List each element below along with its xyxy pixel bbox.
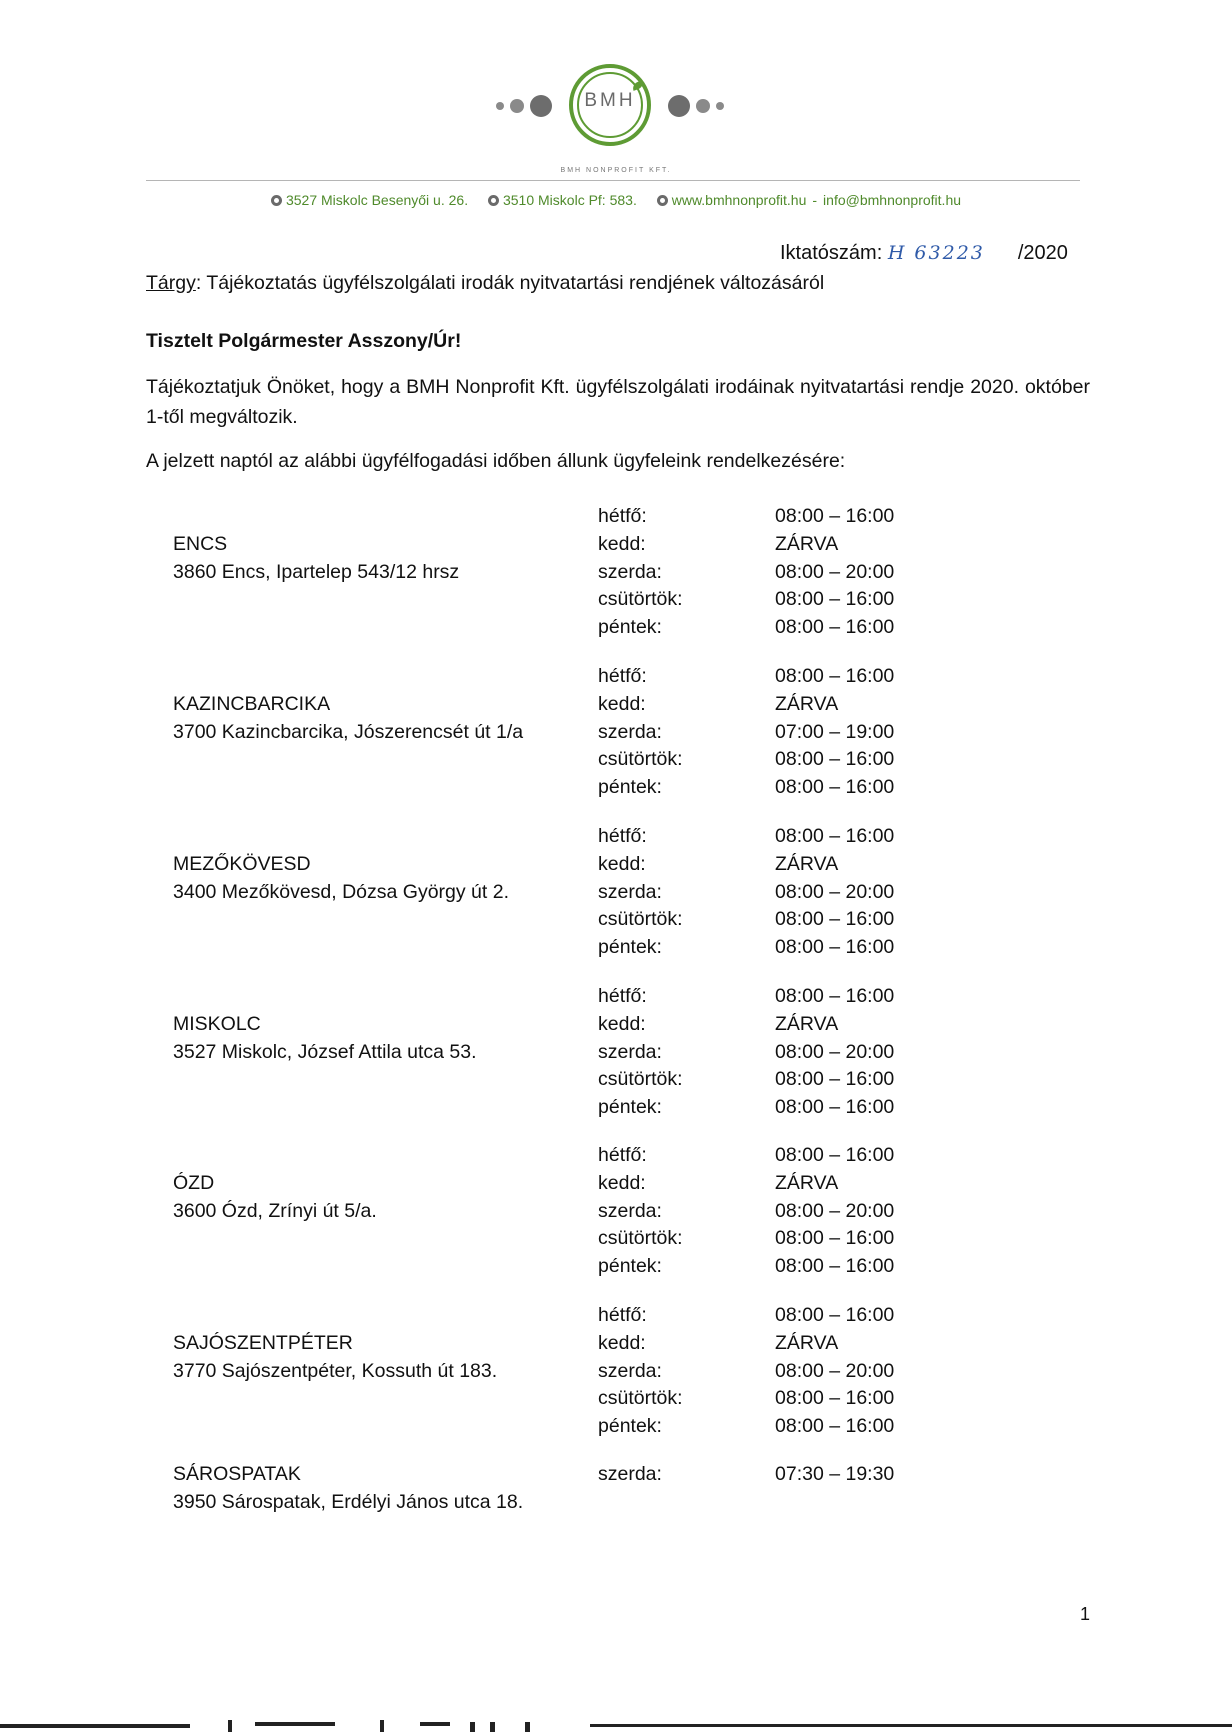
- office-name: SAJÓSZENTPÉTER: [173, 1332, 353, 1354]
- schedule-hours: 08:00 – 20:00: [775, 561, 895, 583]
- registration-label: Iktatószám:: [780, 242, 883, 264]
- schedule-hours: 08:00 – 16:00: [775, 748, 895, 770]
- contact-line: [0, 192, 1232, 208]
- schedule-hours: 07:00 – 19:00: [775, 721, 895, 743]
- schedule-day: péntek:: [598, 1096, 662, 1118]
- registration-number: [780, 242, 1068, 265]
- office-name: MEZŐKÖVESD: [173, 853, 311, 875]
- schedule-hours: 08:00 – 16:00: [775, 1144, 895, 1166]
- schedule-hours: ZÁRVA: [775, 1332, 839, 1354]
- schedule-hours: 08:00 – 16:00: [775, 1096, 895, 1118]
- schedule-day: kedd:: [598, 1013, 646, 1035]
- handwritten-number: H 63223: [887, 242, 985, 264]
- schedule-hours: 08:00 – 16:00: [775, 985, 895, 1007]
- schedule-day: péntek:: [598, 1255, 662, 1277]
- schedule-hours: ZÁRVA: [775, 853, 839, 875]
- contact-website[interactable]: www.bmhnonprofit.hu: [671, 192, 807, 208]
- scan-artifact: [0, 1718, 1232, 1732]
- office-address: 3950 Sárospatak, Erdélyi János utca 18.: [173, 1491, 524, 1513]
- office-address: 3860 Encs, Ipartelep 543/12 hrsz: [173, 561, 460, 583]
- schedule-hours: 08:00 – 16:00: [775, 588, 895, 610]
- schedule-day: szerda:: [598, 721, 662, 743]
- schedule-day: kedd:: [598, 533, 646, 555]
- subject-text: : Tájékoztatás ügyfélszolgálati irodák nyitvatartási rendjének változásáról: [195, 272, 825, 294]
- salutation: Tisztelt Polgármester Asszony/Úr!: [146, 330, 462, 352]
- office-address: 3400 Mezőkövesd, Dózsa György út 2.: [173, 881, 510, 903]
- schedule-day: péntek:: [598, 776, 662, 798]
- schedule-hours: 08:00 – 16:00: [775, 936, 895, 958]
- schedule-hours: 08:00 – 16:00: [775, 825, 895, 847]
- schedule-day: hétfő:: [598, 985, 647, 1007]
- office-address: 3770 Sajószentpéter, Kossuth út 183.: [173, 1360, 498, 1382]
- schedule-hours: ZÁRVA: [775, 533, 839, 555]
- schedule-day: szerda:: [598, 1200, 662, 1222]
- registration-year: /2020: [1017, 242, 1068, 264]
- schedule-day: szerda:: [598, 1041, 662, 1063]
- contact-address: 3527 Miskolc Besenyői u. 26.: [285, 192, 469, 208]
- header-divider: [146, 180, 1080, 181]
- logo-dot-icon: [510, 99, 524, 113]
- page-number: 1: [1080, 1604, 1091, 1624]
- schedule-hours: ZÁRVA: [775, 693, 839, 715]
- letterhead-logo: [0, 60, 1232, 160]
- schedule-day: szerda:: [598, 1463, 662, 1485]
- office-name: ENCS: [173, 533, 228, 555]
- schedule-day: péntek:: [598, 616, 662, 638]
- subject-label: Tárgy: [146, 272, 196, 294]
- schedule-hours: ZÁRVA: [775, 1013, 839, 1035]
- logo-text: BMH: [584, 90, 636, 111]
- schedule-day: hétfő:: [598, 1144, 647, 1166]
- schedule-day: szerda:: [598, 1360, 662, 1382]
- schedule-day: csütörtök:: [598, 748, 683, 770]
- logo-dot-icon: [668, 95, 690, 117]
- schedule-hours: 08:00 – 20:00: [775, 1041, 895, 1063]
- location-icon: [271, 195, 282, 206]
- schedule-day: kedd:: [598, 1172, 646, 1194]
- office-address: 3700 Kazincbarcika, Jószerencsét út 1/a: [173, 721, 524, 743]
- schedule-hours: 08:00 – 16:00: [775, 776, 895, 798]
- lead-paragraph: A jelzett naptól az alábbi ügyfélfogadási időben állunk ügyfeleink rendelkezésére:: [146, 450, 846, 472]
- schedule-hours: 08:00 – 20:00: [775, 1200, 895, 1222]
- schedule-day: kedd:: [598, 693, 646, 715]
- schedule-hours: 08:00 – 16:00: [775, 616, 895, 638]
- schedule-hours: ZÁRVA: [775, 1172, 839, 1194]
- schedule-day: hétfő:: [598, 1304, 647, 1326]
- web-icon: [657, 195, 668, 206]
- office-name: SÁROSPATAK: [173, 1463, 301, 1485]
- schedule-day: kedd:: [598, 853, 646, 875]
- schedule-day: szerda:: [598, 881, 662, 903]
- schedule-hours: 08:00 – 16:00: [775, 1255, 895, 1277]
- schedule-hours: 08:00 – 20:00: [775, 881, 895, 903]
- schedule-day: hétfő:: [598, 505, 647, 527]
- schedule-hours: 07:30 – 19:30: [775, 1463, 895, 1485]
- schedule-day: csütörtök:: [598, 588, 683, 610]
- office-name: MISKOLC: [173, 1013, 261, 1035]
- office-name: ÓZD: [173, 1172, 215, 1194]
- contact-separator: -: [812, 192, 818, 208]
- contact-email[interactable]: info@bmhnonprofit.hu: [823, 192, 962, 208]
- schedule-day: péntek:: [598, 936, 662, 958]
- schedule-hours: 08:00 – 16:00: [775, 665, 895, 687]
- schedule-day: hétfő:: [598, 825, 647, 847]
- subject-line: [146, 272, 824, 295]
- office-address: 3527 Miskolc, József Attila utca 53.: [173, 1041, 477, 1063]
- logo-dot-icon: [696, 99, 710, 113]
- schedule-hours: 08:00 – 16:00: [775, 1415, 895, 1437]
- schedule-hours: 08:00 – 16:00: [775, 505, 895, 527]
- schedule-hours: 08:00 – 16:00: [775, 1387, 895, 1409]
- schedule-day: kedd:: [598, 1332, 646, 1354]
- schedule-hours: 08:00 – 16:00: [775, 1068, 895, 1090]
- schedule-day: csütörtök:: [598, 1227, 683, 1249]
- office-address: 3600 Ózd, Zrínyi út 5/a.: [173, 1200, 377, 1222]
- contact-po-box: 3510 Miskolc Pf: 583.: [502, 192, 637, 208]
- schedule-day: hétfő:: [598, 665, 647, 687]
- schedule-hours: 08:00 – 20:00: [775, 1360, 895, 1382]
- logo-dot-icon: [530, 95, 552, 117]
- schedule-hours: 08:00 – 16:00: [775, 1304, 895, 1326]
- schedule-hours: 08:00 – 16:00: [775, 1227, 895, 1249]
- intro-paragraph: Tájékoztatjuk Önöket, hogy a BMH Nonprofit Kft. ügyfélszolgálati irodáinak nyitvatartási rendje 2020. október 1-től megváltozik.: [146, 376, 1090, 428]
- schedule-day: csütörtök:: [598, 1068, 683, 1090]
- schedule-day: csütörtök:: [598, 908, 683, 930]
- schedule-day: csütörtök:: [598, 1387, 683, 1409]
- mailbox-icon: [488, 195, 499, 206]
- office-name: KAZINCBARCIKA: [173, 693, 331, 715]
- logo-dot-icon: [716, 102, 724, 110]
- schedule-hours: 08:00 – 16:00: [775, 908, 895, 930]
- schedule-day: szerda:: [598, 561, 662, 583]
- schedule-day: péntek:: [598, 1415, 662, 1437]
- company-tagline: BMH NONPROFIT KFT.: [560, 167, 672, 174]
- logo-dot-icon: [496, 102, 504, 110]
